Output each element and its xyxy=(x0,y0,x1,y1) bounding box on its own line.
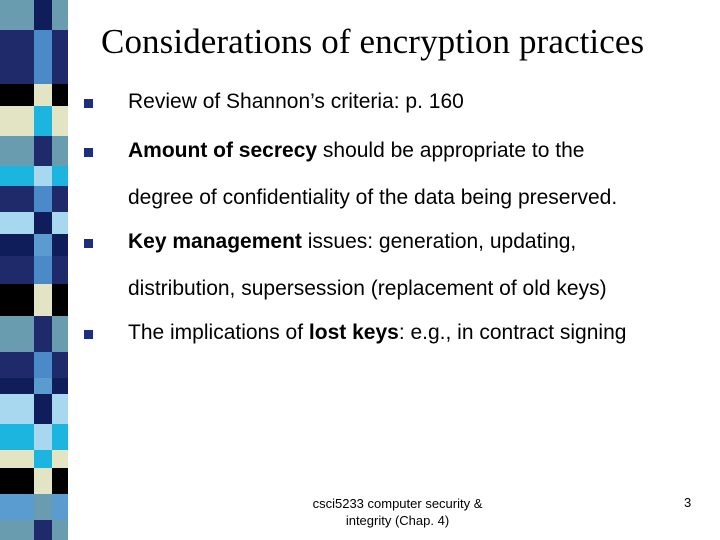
stripe-block xyxy=(34,84,52,106)
page-number: 3 xyxy=(684,495,692,510)
footer-line-2: integrity (Chap. 4) xyxy=(345,513,450,528)
stripe-block xyxy=(34,186,52,212)
stripe-block xyxy=(0,394,34,424)
stripe-block xyxy=(52,450,68,468)
stripe-block xyxy=(52,316,68,352)
bullet-text-line xyxy=(128,186,617,210)
text-run: issues: generation, updating, xyxy=(301,230,577,253)
stripe-block xyxy=(0,316,34,352)
text-run: should be appropriate to the xyxy=(317,139,585,162)
stripe-block xyxy=(0,0,34,30)
stripe-block xyxy=(0,424,34,450)
text-run: Review of Shannon’s criteria: p. 160 xyxy=(128,90,464,113)
stripe-block xyxy=(0,166,34,186)
stripe-block xyxy=(0,106,34,136)
stripe-block xyxy=(52,352,68,378)
stripe-block xyxy=(34,468,52,494)
decorative-stripe-bar xyxy=(0,0,68,540)
stripe-block xyxy=(0,494,34,520)
stripe-block xyxy=(0,450,34,468)
stripe-block xyxy=(0,256,34,284)
text-run: degree of confidentiality of the data being preserved. xyxy=(128,186,618,209)
stripe-block xyxy=(52,186,68,212)
stripe-block xyxy=(0,352,34,378)
stripe-block xyxy=(52,284,68,316)
bullet-text-line xyxy=(128,321,626,345)
stripe-block xyxy=(52,136,68,166)
stripe-block xyxy=(34,284,52,316)
stripe-block xyxy=(34,256,52,284)
stripe-block xyxy=(34,234,52,256)
stripe-block xyxy=(0,378,34,394)
slide-title: Considerations of encryption practices xyxy=(101,22,645,61)
bullet-square-icon xyxy=(84,148,93,157)
stripe-block xyxy=(52,468,68,494)
stripe-block xyxy=(52,84,68,106)
stripe-block xyxy=(34,0,52,30)
bullet-text-line xyxy=(128,139,584,163)
stripe-block xyxy=(52,394,68,424)
bold-term: Amount of secrecy xyxy=(128,139,318,162)
stripe-block xyxy=(52,424,68,450)
stripe-block xyxy=(0,186,34,212)
stripe-block xyxy=(0,284,34,316)
bold-term: Key management xyxy=(128,230,302,253)
stripe-block xyxy=(0,520,34,540)
bullet-text-line xyxy=(128,230,576,254)
stripe-block xyxy=(52,378,68,394)
bullet-square-icon xyxy=(84,99,93,108)
stripe-block xyxy=(0,136,34,166)
stripe-block xyxy=(52,520,68,540)
stripe-block xyxy=(34,136,52,166)
stripe-block xyxy=(0,212,34,234)
stripe-block xyxy=(52,212,68,234)
stripe-block xyxy=(52,494,68,520)
stripe-block xyxy=(34,106,52,136)
stripe-block xyxy=(34,352,52,378)
stripe-block xyxy=(34,424,52,450)
stripe-block xyxy=(34,378,52,394)
slide-footer xyxy=(290,495,505,529)
bullet-text-line xyxy=(128,277,607,301)
stripe-block xyxy=(52,106,68,136)
stripe-block xyxy=(52,30,68,84)
stripe-block xyxy=(34,394,52,424)
stripe-block xyxy=(52,166,68,186)
bullet-square-icon xyxy=(84,239,93,248)
stripe-block xyxy=(34,520,52,540)
stripe-block xyxy=(0,84,34,106)
bullet-text-line xyxy=(128,90,464,114)
stripe-block xyxy=(34,166,52,186)
stripe-block xyxy=(34,316,52,352)
footer-line-1: csci5233 computer security & xyxy=(312,496,483,511)
text-run: : e.g., in contract signing xyxy=(398,321,627,344)
stripe-block xyxy=(52,256,68,284)
stripe-block xyxy=(52,0,68,30)
text-run: distribution, supersession (replacement of old keys) xyxy=(128,277,607,300)
stripe-block xyxy=(0,234,34,256)
stripe-block xyxy=(0,30,34,84)
text-run: The implications of xyxy=(128,321,309,344)
bullet-square-icon xyxy=(84,330,93,339)
bold-term: lost keys xyxy=(308,321,399,344)
stripe-block xyxy=(34,212,52,234)
stripe-block xyxy=(34,30,52,84)
stripe-block xyxy=(0,468,34,494)
stripe-block xyxy=(34,494,52,520)
stripe-block xyxy=(34,450,52,468)
stripe-block xyxy=(52,234,68,256)
